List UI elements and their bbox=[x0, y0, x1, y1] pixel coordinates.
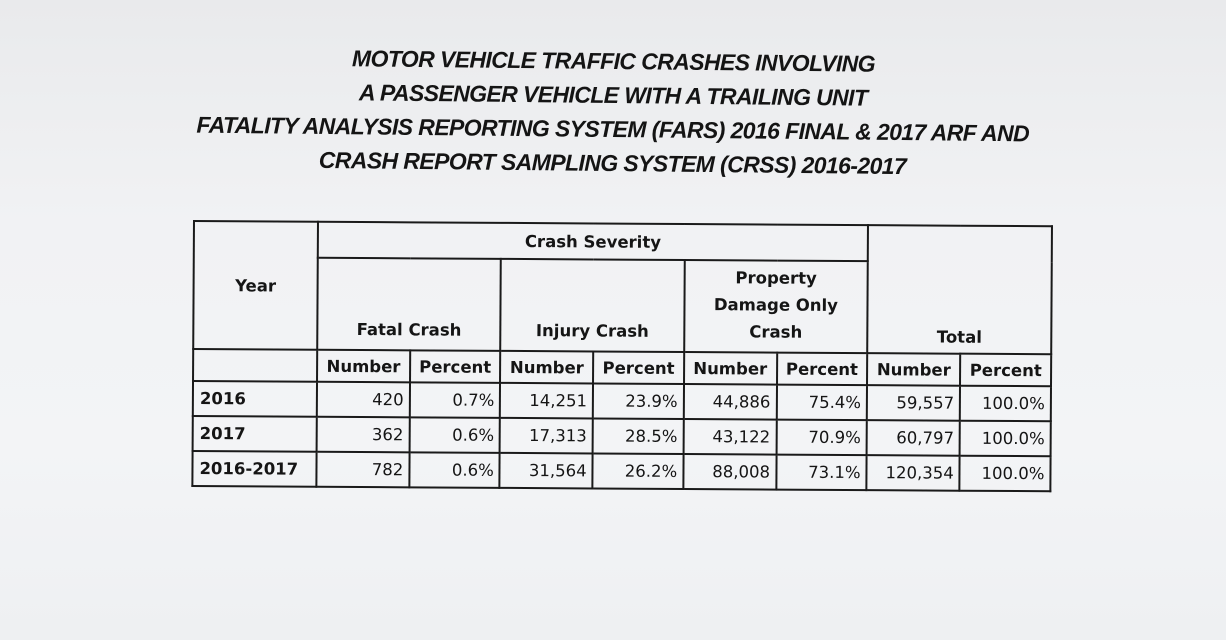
document-title bbox=[0, 38, 1226, 187]
total-number-cell: 120,354 bbox=[866, 455, 959, 491]
fatal-percent-cell: 0.6% bbox=[409, 452, 500, 488]
injury-percent-header: Percent bbox=[593, 351, 684, 384]
injury-number-cell: 14,251 bbox=[500, 383, 593, 419]
injury-number-cell: 31,564 bbox=[500, 453, 593, 489]
pdo-percent-cell: 75.4% bbox=[776, 385, 867, 421]
fatal-percent-cell: 0.6% bbox=[409, 417, 500, 453]
total-percent-cell: 100.0% bbox=[960, 456, 1051, 492]
property-damage-header bbox=[684, 260, 868, 353]
fatal-number-header: Number bbox=[317, 350, 410, 383]
table-row bbox=[193, 416, 1051, 456]
year-cell: 2016 bbox=[193, 381, 317, 417]
year-header: Year bbox=[193, 221, 318, 350]
total-number-cell: 59,557 bbox=[867, 385, 960, 421]
injury-percent-cell: 26.2% bbox=[593, 453, 684, 489]
pdo-header-line-3: Crash bbox=[749, 322, 803, 342]
fatal-percent-cell: 0.7% bbox=[410, 382, 501, 418]
total-header: Total bbox=[867, 225, 1052, 354]
crash-severity-table bbox=[191, 220, 1053, 492]
title-line-2: A PASSENGER VEHICLE WITH A TRAILING UNIT bbox=[358, 79, 868, 111]
pdo-percent-cell: 70.9% bbox=[776, 420, 867, 456]
injury-number-cell: 17,313 bbox=[500, 418, 593, 454]
table-row bbox=[193, 381, 1051, 421]
injury-percent-cell: 23.9% bbox=[593, 383, 684, 419]
fatal-crash-header: Fatal Crash bbox=[317, 258, 501, 351]
total-percent-cell: 100.0% bbox=[960, 386, 1051, 422]
fatal-number-cell: 782 bbox=[316, 452, 409, 488]
pdo-percent-header: Percent bbox=[777, 353, 868, 386]
title-line-1: MOTOR VEHICLE TRAFFIC CRASHES INVOLVING bbox=[351, 45, 876, 77]
pdo-percent-cell: 73.1% bbox=[776, 455, 867, 491]
total-percent-cell: 100.0% bbox=[960, 421, 1051, 457]
pdo-number-cell: 88,008 bbox=[683, 454, 776, 490]
table-row bbox=[192, 451, 1050, 491]
fatal-number-cell: 420 bbox=[317, 382, 410, 418]
crash-severity-header: Crash Severity bbox=[318, 222, 868, 261]
pdo-header-line-2: Damage Only bbox=[713, 295, 839, 315]
title-line-4: CRASH REPORT SAMPLING SYSTEM (CRSS) 2016-2017 bbox=[318, 146, 907, 180]
year-cell: 2017 bbox=[193, 416, 317, 452]
injury-crash-header: Injury Crash bbox=[501, 259, 685, 352]
total-number-header: Number bbox=[867, 353, 960, 386]
pdo-number-cell: 44,886 bbox=[684, 384, 777, 420]
injury-number-header: Number bbox=[500, 351, 593, 384]
crash-table-container bbox=[191, 220, 1059, 492]
pdo-header-line-1: Property bbox=[735, 268, 817, 288]
pdo-number-cell: 43,122 bbox=[683, 419, 776, 455]
fatal-number-cell: 362 bbox=[317, 417, 410, 453]
pdo-number-header: Number bbox=[684, 352, 777, 385]
fatal-percent-header: Percent bbox=[410, 350, 501, 383]
total-number-cell: 60,797 bbox=[867, 420, 960, 456]
title-line-3: FATALITY ANALYSIS REPORTING SYSTEM (FARS) 2016 FINAL & 2017 ARF AND bbox=[196, 111, 1030, 147]
year-cell: 2016-2017 bbox=[192, 451, 316, 487]
injury-percent-cell: 28.5% bbox=[593, 418, 684, 454]
year-col-spacer bbox=[193, 349, 317, 382]
total-percent-header: Percent bbox=[960, 354, 1051, 387]
